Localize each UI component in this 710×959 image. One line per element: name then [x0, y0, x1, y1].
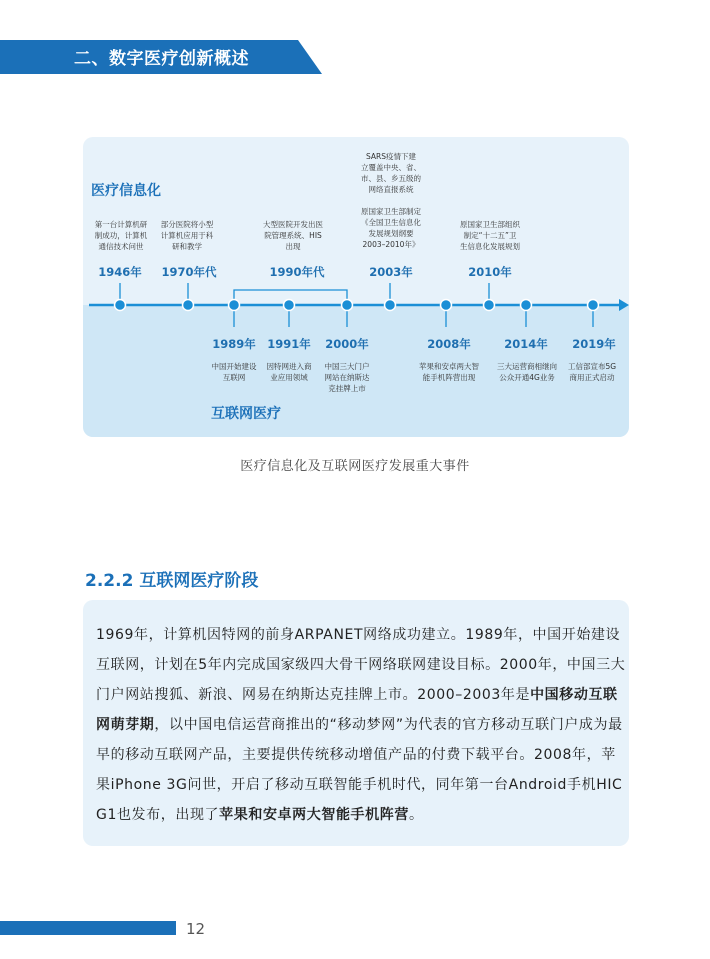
footer-bar — [0, 921, 176, 935]
event-year: 1989年 — [212, 337, 256, 351]
event-text: SARS疫情下建 立覆盖中央、省、 市、县、乡五级的 网络直报系统 原国家卫生部制定 《全国卫生信息化 发展规划纲要 2003–2010年》 — [361, 152, 421, 249]
timeline-dot — [521, 300, 532, 311]
event-year: 2010年 — [468, 265, 512, 279]
event-year: 1991年 — [267, 337, 311, 351]
timeline-dot — [385, 300, 396, 311]
top-heading: 医疗信息化 — [91, 183, 161, 199]
header-title: 二、数字医疗创新概述 — [74, 49, 249, 69]
event-year: 2000年 — [325, 337, 369, 351]
event-year: 1990年代 — [269, 265, 325, 279]
event-year: 2008年 — [427, 337, 471, 351]
timeline-dot — [588, 300, 599, 311]
event-year: 2003年 — [369, 265, 413, 279]
event-year: 1970年代 — [161, 265, 217, 279]
event-text: 第一台计算机研 制成功，计算机 通信技术问世 — [94, 220, 148, 251]
bottom-heading: 互联网医疗 — [211, 406, 281, 422]
timeline-dot — [342, 300, 353, 311]
body-bold-text: 苹果和安卓两大智能手机阵营 — [219, 807, 409, 823]
timeline-card — [83, 137, 629, 437]
body-text-part: ，以中国电信运营商推出的“移动梦网”为代表的官方移动互联门户成为最早的移动互联网产品，主要提供传统移动增值产品的付费下载平台。2008年，苹果iPhone 3G问世，开启了移动互联智能手机时代，同年第一台Android手机HIC G1也发布，出现了 — [96, 717, 623, 823]
event-text: 苹果和安卓两大智 能手机阵营出现 — [419, 362, 479, 382]
event-year: 2019年 — [572, 337, 616, 351]
section-title: 2.2.2 互联网医疗阶段 — [85, 571, 259, 591]
timeline-dot — [441, 300, 452, 311]
timeline-dot — [484, 300, 495, 311]
timeline-dot — [284, 300, 295, 311]
event-year: 2014年 — [504, 337, 548, 351]
body-paragraph — [96, 620, 626, 830]
event-text: 中国开始建设 互联网 — [211, 362, 257, 382]
event-text: 原国家卫生部组织 制定“十二五”卫 生信息化发展规划 — [460, 220, 520, 251]
timeline-dot — [229, 300, 240, 311]
event-text: 因特网进入商 业应用领域 — [266, 362, 312, 382]
event-text: 三大运营商相继向 公众开通4G业务 — [497, 362, 557, 382]
page-number: 12 — [186, 920, 206, 938]
body-bold-text: 中国移动互联网萌芽期 — [96, 687, 618, 733]
body-text-part: 1969年，计算机因特网的前身ARPANET网络成功建立。1989年，中国开始建设互联网，计划在5年内完成国家级四大骨干网络联网建设目标。2000年，中国三大门户网站搜狐、新浪、网易在纳斯达克挂牌上市。2000–2003年是 — [96, 627, 626, 703]
event-year: 1946年 — [98, 265, 142, 279]
event-text: 部分医院将小型 计算机应用于科 研和教学 — [160, 220, 214, 251]
timeline-dot — [183, 300, 194, 311]
timeline-dot — [115, 300, 126, 311]
event-text: 大型医院开发出医 院管理系统、HIS 出现 — [263, 220, 323, 251]
timeline-arrow-icon — [619, 299, 629, 311]
event-text: 中国三大门户 网站在纳斯达 克挂牌上市 — [324, 362, 370, 393]
body-text-part: 。 — [408, 807, 424, 823]
event-text: 工信部宣布5G 商用正式启动 — [567, 362, 617, 382]
figure-caption: 医疗信息化及互联网医疗发展重大事件 — [240, 459, 470, 474]
